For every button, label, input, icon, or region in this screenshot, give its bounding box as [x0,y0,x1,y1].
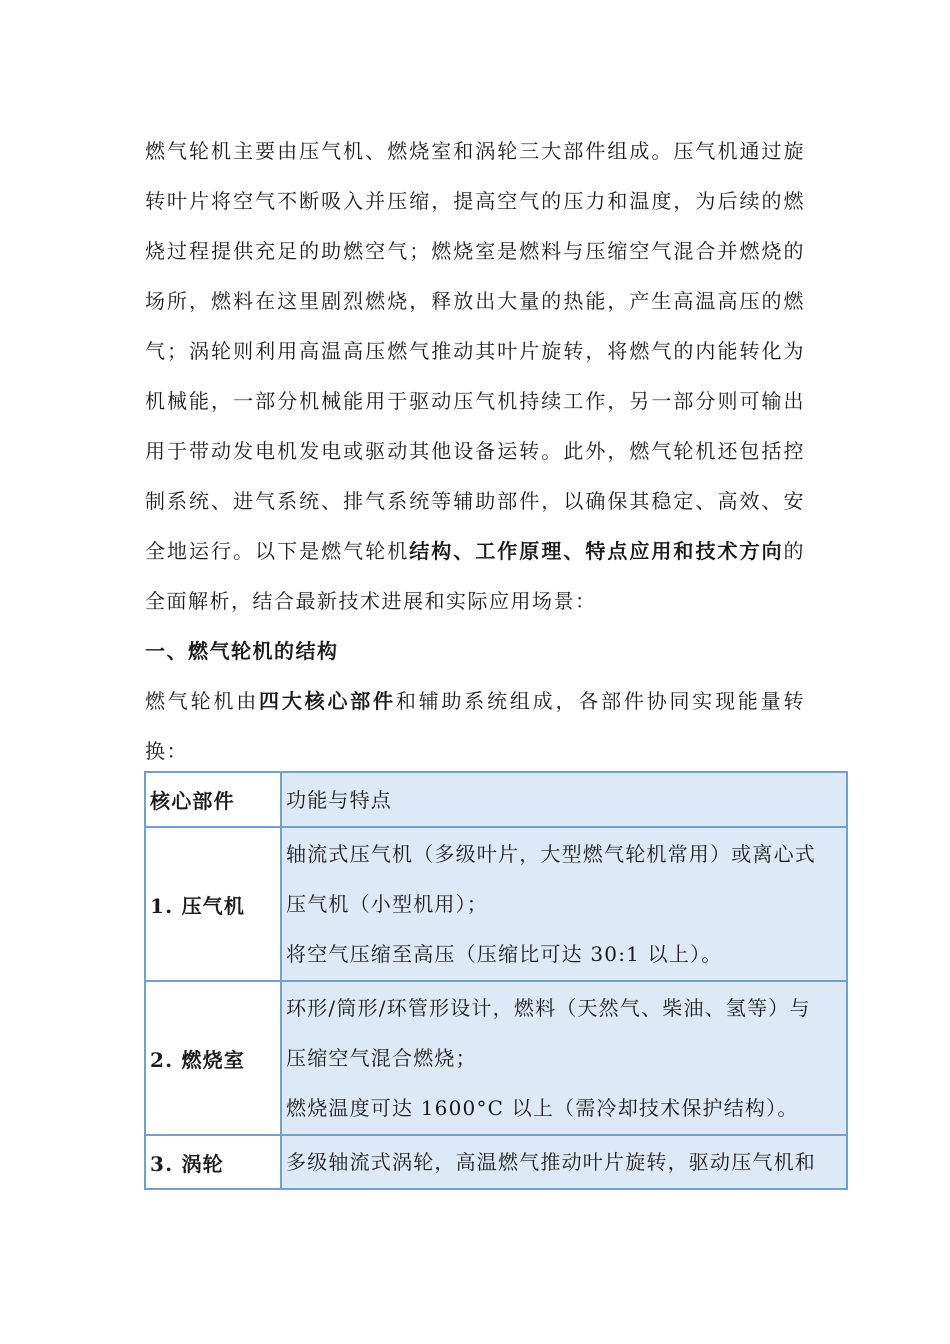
header-component: 核心部件 [145,772,281,827]
desc-line: 轴流式压气机（多级叶片，大型燃气轮机常用）或离心式 [286,842,816,866]
table-header-row [145,772,847,827]
row-desc-combustor [281,981,847,1135]
intro-tail: 的全面解析，结合最新技术进展和实际应用场景： [145,539,806,613]
section-intro-bold: 四大核心部件 [259,689,396,713]
section-intro-suffix: 和辅助系统组成，各部件协同实现能量转换： [145,689,806,763]
table-row [145,827,847,981]
row-component-turbine: 3. 涡轮 [145,1135,281,1189]
section-intro [145,676,805,776]
components-table [144,771,848,1190]
desc-line: 将空气压缩至高压（压缩比可达 30:1 以上）。 [286,942,723,966]
desc-line: 环形/筒形/环管形设计，燃料（天然气、柴油、氢等）与 [286,996,811,1020]
section-heading: 一、燃气轮机的结构 [145,639,339,663]
table-row [145,981,847,1135]
section-intro-prefix: 燃气轮机由 [145,689,260,713]
row-desc-compressor [281,827,847,981]
row-desc-turbine [281,1135,847,1189]
desc-line: 多级轴流式涡轮，高温燃气推动叶片旋转，驱动压气机和 [286,1150,816,1174]
row-component-compressor: 1. 压气机 [145,827,281,981]
header-function: 功能与特点 [281,772,847,827]
intro-text: 燃气轮机主要由压气机、燃烧室和涡轮三大部件组成。压气机通过旋转叶片将空气不断吸入并压缩，提高空气的压力和温度，为后续的燃烧过程提供充足的助燃空气；燃烧室是燃料与压缩空气混合并燃烧的场所，燃料在这里剧烈燃烧，释放出大量的热能，产生高温高压的燃气；涡轮则利用高温高压燃气推动其叶片旋转，将燃气的内能转化为机械能，一部分机械能用于驱动压气机持续工作，另一部分则可输出用于带动发电机发电或驱动其他设备运转。此外，燃气轮机还包括控制系统、进气系统、排气系统等辅助部件，以确保其稳定、高效、安全地运行。以下是燃气轮机 [145,139,805,563]
table-row [145,1135,847,1189]
intro-bold-topics: 结构、工作原理、特点应用和技术方向 [409,539,784,563]
intro-paragraph [145,126,805,626]
desc-line: 压缩空气混合燃烧； [286,1046,477,1070]
desc-line: 压气机（小型机用）； [286,892,488,916]
document-body [145,126,805,776]
desc-line: 燃烧温度可达 1600°C 以上（需冷却技术保护结构）。 [286,1096,799,1120]
row-component-combustor: 2. 燃烧室 [145,981,281,1135]
